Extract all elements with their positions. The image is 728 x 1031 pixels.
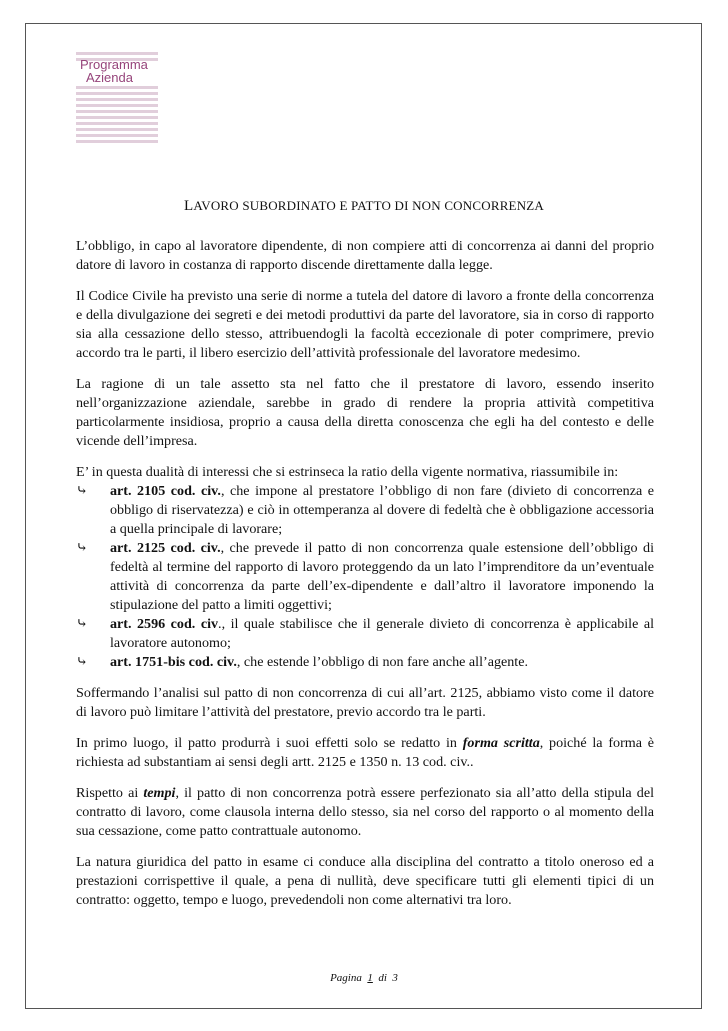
- arrow-bullet-icon: ⤷: [76, 483, 88, 499]
- paragraph-2: Il Codice Civile ha previsto una serie di norme a tutela del datore di lavoro a fronte della concorrenza e della divulgazione dei segreti e dei metodi produttivi da parte del lavoratore, sia in corso di rapporto sia alla cessazione dello stesso, attribuendogli la facoltà eccezionale di poter comprimere, previo accordo tra le parti, il libero esercizio dell’attività professionale del lavoratore medesimo.: [76, 288, 654, 361]
- list-item: ⤷ art. 2125 cod. civ., che prevede il patto di non concorrenza quale estensione dell’obbligo di fedeltà al termine del rapporto di lavoro proteggendo da un lato l’imprenditore da un’eventuale attività di concorrenza da parte dell’ex-dipendente e dall’altro il lavoratore imponendo la stipulazione del patto a limiti oggettivi;: [76, 540, 654, 613]
- arrow-bullet-icon: ⤷: [76, 616, 88, 632]
- arrow-bullet-icon: ⤷: [76, 540, 88, 556]
- paragraph-3: La ragione di un tale assetto sta nel fatto che il prestatore di lavoro, essendo inserito nell’organizzazione aziendale, sarebbe in grado di rendere la propria attività competitiva particolarmente insidiosa, proprio a causa della diretta conoscenza che egli ha del contesto e delle vicende dell’impresa.: [76, 376, 654, 449]
- logo-line-1: Programma: [80, 57, 148, 72]
- paragraph-5: Soffermando l’analisi sul patto di non concorrenza di cui all’art. 2125, abbiamo visto come il datore di lavoro può limitare l’attività del prestatore, previo accordo tra le parti.: [76, 685, 654, 720]
- article-list: [76, 482, 654, 672]
- list-item: ⤷ art. 2596 cod. civ., il quale stabilisce che il generale divieto di concorrenza è applicabile al lavoratore autonomo;: [76, 616, 654, 651]
- list-item: ⤷ art. 2105 cod. civ., che impone al prestatore l’obbligo di non fare (divieto di concorrenza e obbligo di riservatezza) e ciò in ottemperanza al dovere di fedeltà che è obbligazione accessoria a quella principale di lavorare;: [76, 483, 655, 537]
- list-item: ⤷ art. 1751-bis cod. civ., che estende l’obbligo di non fare anche all’agente.: [76, 654, 528, 670]
- page-footer: Pagina 1 di 3: [330, 972, 398, 984]
- programma-azienda-logo: [76, 52, 158, 143]
- logo-line-2: Azienda: [86, 70, 133, 85]
- page-number: 1: [367, 972, 373, 984]
- document-body: [76, 237, 654, 922]
- paragraph-8: La natura giuridica del patto in esame ci conduce alla disciplina del contratto a titolo oneroso ed a prestazioni corrispettive il quale, a pena di nullità, deve specificare tutti gli elementi tipici di un contratto: oggetto, tempo e luogo, prevedendoli non come alternativi tra loro.: [76, 854, 654, 908]
- arrow-bullet-icon: ⤷: [76, 654, 88, 670]
- paragraph-1: L’obbligo, in capo al lavoratore dipendente, di non compiere atti di concorrenza ai danni del proprio datore di lavoro in costanza di rapporto discende direttamente dalla legge.: [76, 238, 654, 273]
- paragraph-6: In primo luogo, il patto produrrà i suoi effetti solo se redatto in forma scritta, poiché la forma è richiesta ad substantiam ai sensi degli artt. 2125 e 1350 n. 13 cod. civ..: [76, 735, 655, 770]
- paragraph-4-intro: E’ in questa dualità di interessi che si estrinseca la ratio della vigente normativa, riassumibile in:: [76, 464, 619, 480]
- document-title: LAVORO SUBORDINATO E PATTO DI NON CONCORRENZA: [183, 198, 545, 214]
- page-total: 3: [392, 972, 398, 984]
- paragraph-7: Rispetto ai tempi, il patto di non concorrenza potrà essere perfezionato sia all’atto della stipula del contratto di lavoro, come clausola interna dello stesso, sia nel corso del rapporto o al momento della sua cessazione, come patto contrattuale autonomo.: [76, 785, 654, 839]
